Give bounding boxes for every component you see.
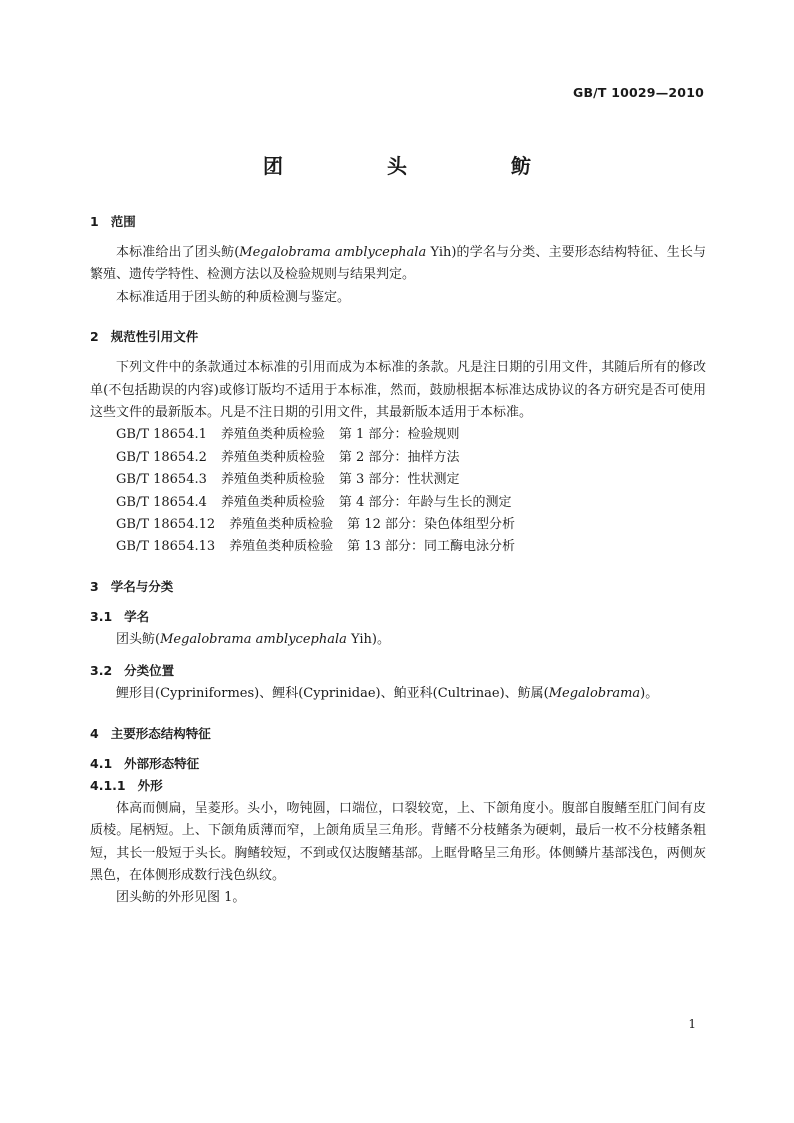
section-2-heading: [90, 327, 706, 347]
genus-name: Megalobrama: [548, 686, 641, 702]
scope-applicability: 本标准适用于团头鲂的种质检测与鉴定。: [116, 289, 351, 305]
section-3-heading: [90, 577, 706, 597]
section-number: 1: [90, 214, 99, 229]
document-body: [90, 212, 706, 910]
reference-part: 第 3 部分：性状测定: [338, 472, 460, 488]
section-3-1-heading: [90, 607, 706, 627]
section-number: 3.2: [90, 663, 113, 679]
section-title: 范围: [110, 214, 136, 229]
section-title: 规范性引用文件: [110, 329, 199, 345]
reference-part: 第 2 部分：抽样方法: [338, 449, 460, 465]
external-form-paragraph: 体高而侧扁，呈菱形。头小，吻钝圆，口端位，口裂较宽，上、下颌角度小。腹部自腹鳍至肛门间有皮质棱。尾柄短。上、下颌角质薄而窄，上颌角质呈三角形。背鳍不分枝鳍条为硬刺，最后一枚不分枝鳍条粗短，其长一般短于头长。胸鳍较短，不到或仅达腹鳍基部。上眶骨略呈三角形。体侧鳞片基部浅色，两侧灰黑色，在体侧形成数行浅色纵纹。: [90, 800, 706, 883]
reference-item: [90, 492, 706, 514]
text-run: Yih)。: [346, 631, 390, 647]
section-title: 学名: [124, 608, 150, 624]
text-run: Yih)的学名与分类、主要形态结构特征、生长与繁殖、遗传学特性、检测方法以及检验规则与结果判定。: [90, 245, 706, 283]
reference-code: GB/T 18654.4: [116, 494, 207, 510]
reference-item: [90, 514, 706, 536]
reference-code: GB/T 18654.1: [116, 427, 207, 443]
reference-title: 养殖鱼类种质检验: [220, 494, 325, 510]
reference-code: GB/T 18654.3: [116, 472, 207, 488]
reference-code: GB/T 18654.2: [116, 449, 207, 465]
scope-paragraph: [90, 242, 706, 287]
reference-part: 第 13 部分：同工酶电泳分析: [347, 539, 515, 555]
reference-item: [90, 424, 706, 446]
text-run: 团头鲂(: [116, 631, 161, 647]
figure-reference-paragraph: 团头鲂的外形见图 1。: [116, 890, 246, 906]
reference-title: 养殖鱼类种质检验: [220, 427, 325, 443]
reference-code: GB/T 18654.12: [116, 517, 216, 533]
reference-part: 第 4 部分：年龄与生长的测定: [338, 494, 512, 510]
section-title: 外部形态特征: [124, 755, 200, 771]
scientific-name: Megalobrama amblycephala: [239, 245, 427, 260]
reference-part: 第 12 部分：染色体组型分析: [347, 517, 515, 533]
reference-part: 第 1 部分：检验规则: [338, 427, 460, 443]
reference-title: 养殖鱼类种质检验: [220, 449, 325, 465]
reference-item: [90, 536, 706, 558]
section-number: 4: [90, 725, 99, 741]
reference-item: [90, 447, 706, 469]
document-title: 团 头 鲂: [263, 154, 573, 178]
reference-item: [90, 469, 706, 491]
reference-code: GB/T 18654.13: [116, 539, 216, 555]
section-number: 4.1: [90, 755, 113, 771]
reference-title: 养殖鱼类种质检验: [220, 472, 325, 488]
normative-references-intro: 下列文件中的条款通过本标准的引用而成为本标准的条款。凡是注日期的引用文件，其随后所有的修改单(不包括勘误的内容)或修订版均不适用于本标准，然而，鼓励根据本标准达成协议的各方研究是否可使用这些文件的最新版本。凡是不注日期的引用文件，其最新版本适用于本标准。: [90, 360, 706, 421]
standard-number: GB/T 10029—2010: [572, 85, 704, 100]
section-title: 主要形态结构特征: [110, 725, 211, 741]
text-run: )。: [640, 686, 659, 702]
classification-paragraph: [90, 683, 706, 705]
reference-title: 养殖鱼类种质检验: [229, 539, 334, 555]
scientific-name: Megalobrama amblycephala: [160, 631, 347, 647]
section-4-1-1-heading: [90, 776, 706, 796]
reference-title: 养殖鱼类种质检验: [229, 517, 334, 533]
section-title: 分类位置: [124, 663, 175, 679]
section-title: 外形: [137, 777, 163, 793]
text-run: 鲤形目(Cypriniformes)、鲤科(Cyprinidae)、鲌亚科(Cultrinae)、鲂属(: [116, 686, 549, 702]
section-1-heading: [90, 212, 706, 232]
section-4-1-heading: [90, 754, 706, 774]
page-number: 1: [688, 1017, 696, 1031]
section-title: 学名与分类: [110, 578, 174, 594]
section-number: 3.1: [90, 608, 113, 624]
section-3-2-heading: [90, 661, 706, 681]
section-number: 2: [90, 329, 99, 345]
section-number: 4.1.1: [90, 777, 126, 793]
section-number: 3: [90, 578, 99, 594]
scientific-name-paragraph: [90, 629, 706, 651]
reference-list: [90, 424, 706, 558]
section-4-heading: [90, 724, 706, 744]
text-run: 本标准给出了团头鲂(: [116, 245, 240, 260]
